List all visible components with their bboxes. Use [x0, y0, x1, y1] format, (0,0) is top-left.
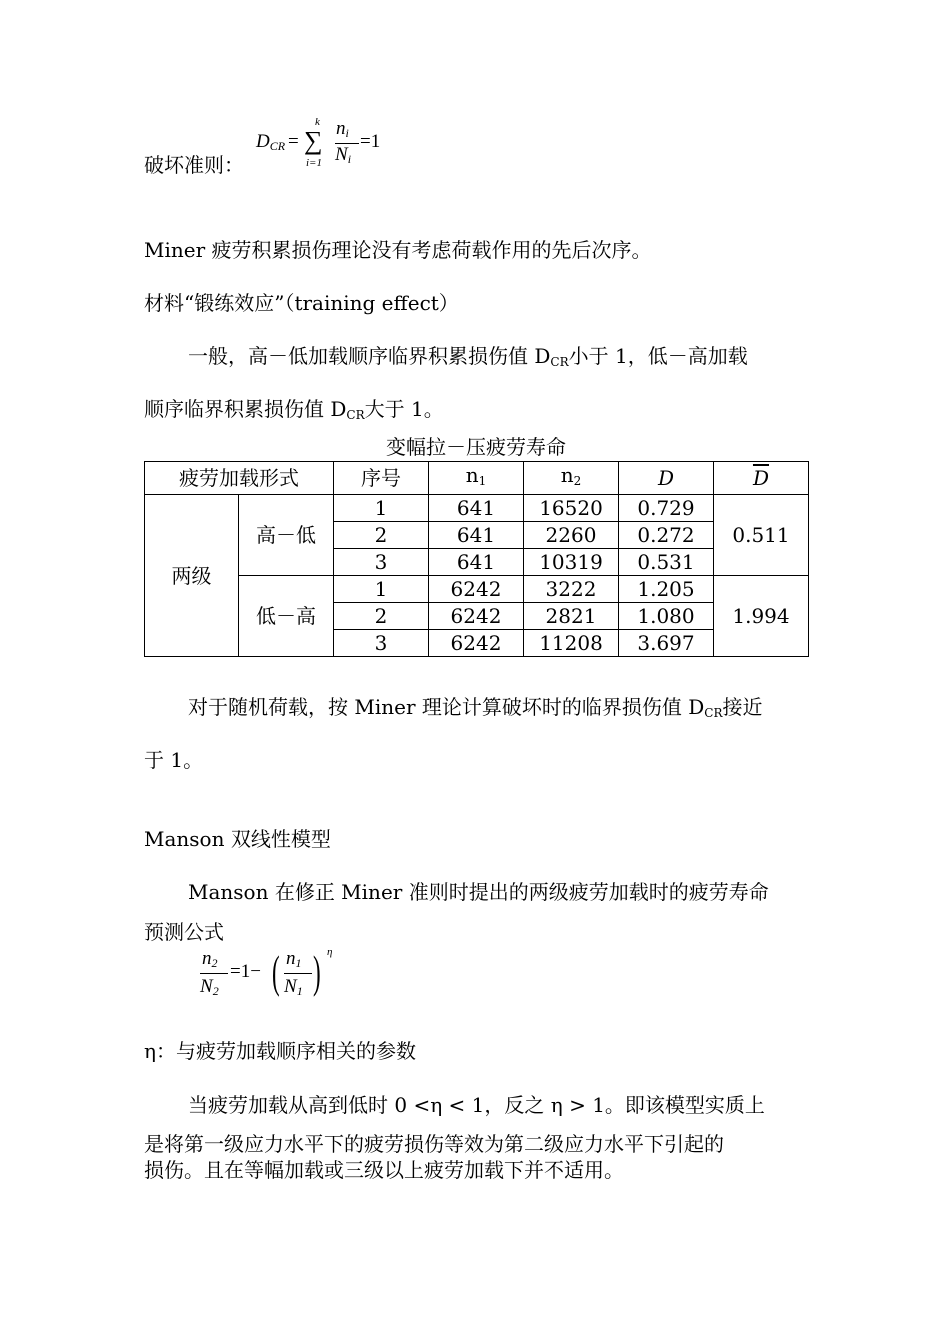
- criterion-formula: $D_{CR}$ = k ∑ i=1 $n_i$ $N_i$ =1: [256, 116, 381, 169]
- cell-n2: 11208: [524, 630, 619, 657]
- sub: 1: [478, 474, 487, 488]
- criterion-num-sub: i: [345, 126, 349, 140]
- sum-bottom: i=1: [306, 157, 322, 169]
- text: n: [465, 463, 479, 487]
- sub: 2: [212, 984, 219, 998]
- header-d: [619, 462, 714, 495]
- criterion-label: 破坏准则：: [144, 153, 244, 177]
- cell-n1: 6242: [429, 603, 524, 630]
- para-conclusion-line2: 是将第一级应力水平下的疲劳损伤等效为第二级应力水平下引起的: [144, 1132, 724, 1156]
- text: n: [286, 948, 296, 969]
- fatigue-table: [144, 461, 809, 657]
- cell-n2: 3222: [524, 576, 619, 603]
- cell-index: 2: [334, 603, 429, 630]
- para-random-line1: [144, 694, 808, 726]
- text: 小于 1，低－高加载: [568, 344, 748, 368]
- text: 对于随机荷载，按 Miner 理论计算破坏时的临界损伤值 D: [188, 695, 705, 719]
- cell-n2: 10319: [524, 549, 619, 576]
- table-header-row: [145, 462, 809, 495]
- group-name: 低－高: [239, 576, 334, 657]
- criterion-num: n: [336, 118, 346, 139]
- text: 顺序临界积累损伤值 D: [144, 397, 347, 421]
- manson-exp: η: [327, 946, 333, 958]
- criterion-lhs-sub: CR: [269, 139, 286, 153]
- text: n: [560, 463, 574, 487]
- level-cell: 两级: [145, 495, 239, 657]
- para-manson-line2: 预测公式: [144, 920, 224, 944]
- cell-d: 0.272: [619, 522, 714, 549]
- text: 大于 1。: [364, 397, 444, 421]
- cell-d: 1.080: [619, 603, 714, 630]
- sub: 1: [295, 956, 302, 970]
- sub: 1: [296, 984, 303, 998]
- left-paren: (: [272, 946, 280, 997]
- criterion-rhs: =1: [360, 131, 381, 152]
- right-paren: ): [313, 946, 321, 997]
- table-row: [145, 495, 809, 522]
- cell-index: 3: [334, 630, 429, 657]
- sub-cr: CR: [704, 706, 723, 720]
- para-order-line2: [144, 396, 808, 428]
- heading-manson: Manson 双线性模型: [144, 827, 331, 851]
- header-n1: [429, 462, 524, 495]
- cell-avg: 0.511: [714, 495, 809, 576]
- criterion-den-sub: i: [347, 152, 352, 166]
- criterion-den: N: [335, 144, 348, 165]
- criterion-lhs: D: [256, 131, 270, 152]
- cell-n1: 6242: [429, 576, 524, 603]
- para-conclusion-line1: 当疲劳加载从高到低时 0 <η < 1，反之 η > 1。即该模型实质上: [188, 1093, 765, 1117]
- sigma-symbol: ∑: [304, 126, 323, 155]
- manson-mid: =1−: [230, 961, 261, 982]
- cell-n2: 2821: [524, 603, 619, 630]
- table-row: [145, 576, 809, 603]
- cell-d: 0.531: [619, 549, 714, 576]
- sub: 2: [211, 956, 218, 970]
- text: D: [657, 466, 675, 490]
- header-index: 序号: [334, 462, 429, 495]
- cell-n1: 641: [429, 522, 524, 549]
- cell-n1: 641: [429, 495, 524, 522]
- text: 接近: [722, 695, 763, 719]
- manson-formula: [200, 944, 340, 1008]
- cell-index: 1: [334, 495, 429, 522]
- cell-d: 0.729: [619, 495, 714, 522]
- text: N: [284, 976, 297, 997]
- cell-n2: 16520: [524, 495, 619, 522]
- cell-index: 3: [334, 549, 429, 576]
- sub-cr: CR: [550, 355, 569, 369]
- cell-d: 3.697: [619, 630, 714, 657]
- para-conclusion-line3: 损伤。且在等幅加载或三级以上疲劳加载下并不适用。: [144, 1158, 624, 1182]
- group-name: 高－低: [239, 495, 334, 576]
- header-n2: [524, 462, 619, 495]
- para-random-line2: 于 1。: [144, 748, 204, 772]
- sub-cr: CR: [346, 408, 365, 422]
- cell-avg: 1.994: [714, 576, 809, 657]
- cell-n1: 641: [429, 549, 524, 576]
- eta-definition: η：与疲劳加载顺序相关的参数: [144, 1039, 416, 1063]
- sub: 2: [573, 474, 582, 488]
- para-miner: Miner 疲劳积累损伤理论没有考虑荷载作用的先后次序。: [144, 238, 652, 262]
- text: n: [202, 948, 212, 969]
- cell-index: 1: [334, 576, 429, 603]
- para-order-line1: [144, 343, 808, 375]
- table-caption: 变幅拉－压疲劳寿命: [386, 435, 566, 459]
- cell-d: 1.205: [619, 576, 714, 603]
- text: N: [200, 976, 213, 997]
- cell-index: 2: [334, 522, 429, 549]
- para-training-effect: 材料“锻练效应”（training effect）: [144, 291, 459, 315]
- text: 一般，高－低加载顺序临界积累损伤值 D: [188, 344, 551, 368]
- text: $\overline{D}$: [752, 466, 770, 490]
- cell-n1: 6242: [429, 630, 524, 657]
- sum-top: k: [315, 116, 320, 128]
- header-dbar: [714, 462, 809, 495]
- para-manson-line1: Manson 在修正 Miner 准则时提出的两级疲劳加载时的疲劳寿命: [188, 880, 769, 904]
- cell-n2: 2260: [524, 522, 619, 549]
- header-form: 疲劳加载形式: [145, 462, 334, 495]
